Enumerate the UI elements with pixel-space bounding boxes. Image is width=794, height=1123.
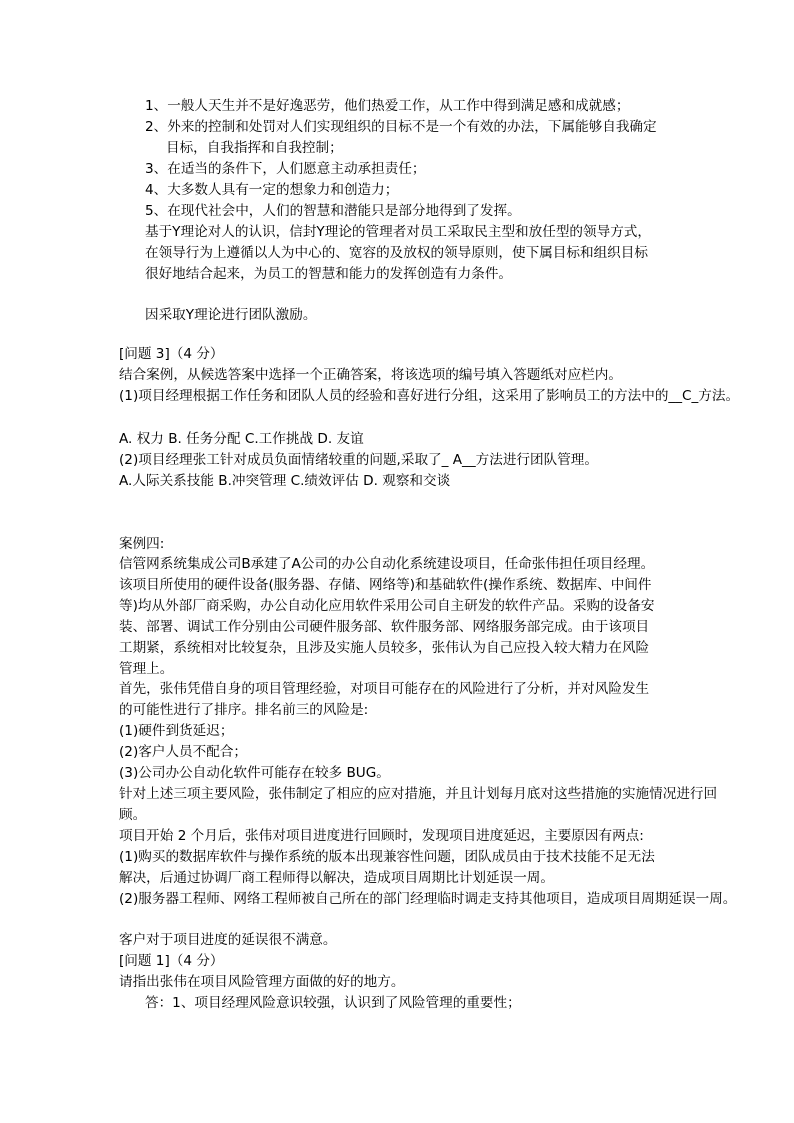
case-line: 针对上述三项主要风险，张伟制定了相应的应对措施，并且计划每月底对这些措施的实施情况进行回	[119, 786, 718, 802]
customer-feedback: 客户对于项目进度的延误很不满意。	[119, 932, 337, 948]
summary-line: 基于Y理论对人的认识，信封Y理论的管理者对员工采取民主型和放任型的领导方式，	[145, 224, 651, 240]
case-line: 工期紧，系统相对比较复杂，且涉及实施人员较多，张伟认为自己应投入较大精力在风险	[119, 640, 650, 656]
summary-line: 很好地结合起来，为员工的智慧和能力的发挥创造有力条件。	[145, 266, 513, 282]
summary-line: 在领导行为上遵循以人为中心的、宽容的及放权的领导原则，使下属目标和组织目标	[145, 245, 648, 261]
case-line: 顾。	[119, 807, 147, 823]
risk-item: (1)硬件到货延迟；	[119, 723, 234, 739]
case-line: 信管网系统集成公司B承建了A公司的办公自动化系统建设项目，任命张伟担任项目经理。	[119, 556, 655, 572]
risk-item: (3)公司办公自动化软件可能存在较多 BUG。	[119, 765, 390, 781]
sub-question-1: (1)项目经理根据工作任务和团队人员的经验和喜好进行分组，这采用了影响员工的方法中的__C_方法。	[119, 388, 740, 404]
sub-question-2-options: A.人际关系技能 B.冲突管理 C.绩效评估 D. 观察和交谈	[119, 473, 451, 489]
question-heading: [问题 1]（4 分）	[119, 953, 224, 969]
conclusion: 因采取Y理论进行团队激励。	[145, 307, 317, 323]
case-line: 该项目所使用的硬件设备(服务器、存储、网络等)和基础软件(操作系统、数据库、中间件	[119, 577, 652, 593]
point-2-cont: 目标，自我指挥和自我控制；	[166, 140, 343, 156]
point-3: 3、在适当的条件下，人们愿意主动承担责任；	[145, 161, 426, 177]
question-heading: [问题 3]（4 分）	[119, 346, 224, 362]
point-5: 5、在现代社会中，人们的智慧和潜能只是部分地得到了发挥。	[145, 203, 521, 219]
question-instruction: 结合案例，从候选答案中选择一个正确答案，将该选项的编号填入答题纸对应栏内。	[119, 367, 622, 383]
case-line: 首先，张伟凭借自身的项目管理经验，对项目可能存在的风险进行了分析，并对风险发生	[119, 681, 650, 697]
case-title: 案例四:	[119, 536, 165, 552]
point-1: 1、一般人天生并不是好逸恶劳，他们热爱工作，从工作中得到满足感和成就感；	[145, 98, 630, 114]
delay-reason: (2)服务器工程师、网络工程师被自己所在的部门经理临时调走支持其他项目，造成项目周期延误一周。	[119, 891, 737, 907]
case-line: 装、部署、调试工作分别由公司硬件服务部、软件服务部、网络服务部完成。由于该项目	[119, 619, 650, 635]
question-prompt: 请指出张伟在项目风险管理方面做的好的地方。	[119, 974, 405, 990]
point-4: 4、大多数人具有一定的想象力和创造力；	[145, 182, 399, 198]
sub-question-2: (2)项目经理张工针对成员负面情绪较重的问题,采取了_ A__方法进行团队管理。	[119, 452, 598, 468]
delay-reason: (1)购买的数据库软件与操作系统的版本出现兼容性问题，团队成员由于技术技能不足无法	[119, 849, 655, 865]
answer-line: 答：1、项目经理风险意识较强，认识到了风险管理的重要性；	[145, 995, 521, 1011]
risk-item: (2)客户人员不配合；	[119, 744, 248, 760]
case-line: 管理上。	[119, 661, 174, 677]
case-line: 的可能性进行了排序。排名前三的风险是:	[119, 702, 369, 718]
sub-question-1-options: A. 权力 B. 任务分配 C.工作挑战 D. 友谊	[119, 431, 364, 447]
delay-reason: 解决，后通过协调厂商工程师得以解决，造成项目周期比计划延误一周。	[119, 870, 554, 886]
point-2: 2、外来的控制和处罚对人们实现组织的目标不是一个有效的办法，下属能够自我确定	[145, 119, 657, 135]
case-line: 项目开始 2 个月后，张伟对项目进度进行回顾时，发现项目进度延迟，主要原因有两点:	[119, 828, 644, 844]
case-line: 等)均从外部厂商采购，办公自动化应用软件采用公司自主研发的软件产品。采购的设备安	[119, 598, 655, 614]
